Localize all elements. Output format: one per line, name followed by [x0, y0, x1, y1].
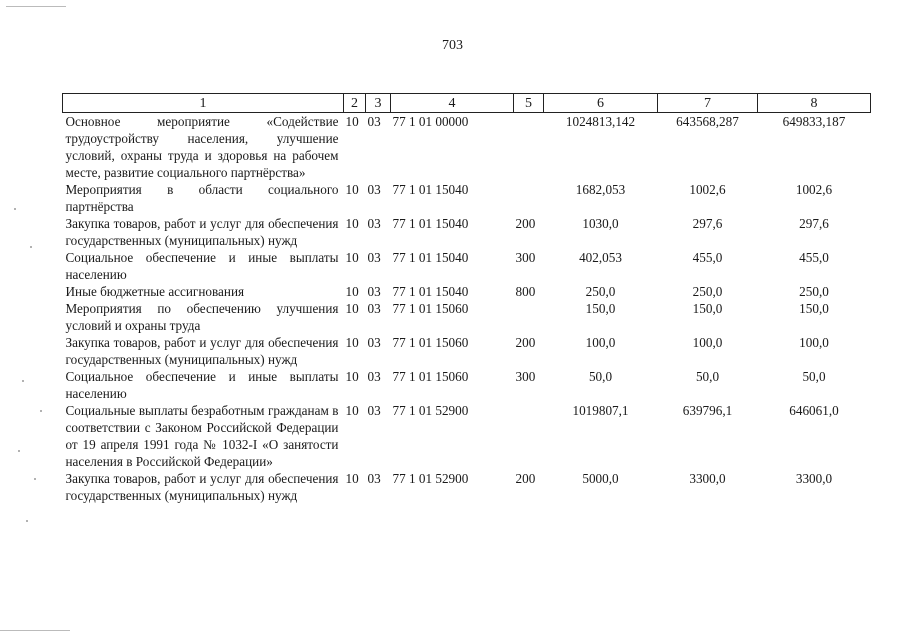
column-header: 1	[63, 94, 344, 113]
row-name: Закупка товаров, работ и услуг для обеспечения государственных (муниципальных) нужд	[65, 471, 339, 503]
row-amount-col7: 250,0	[692, 284, 723, 299]
row-subsection: 03	[367, 250, 381, 265]
row-expense-type: 200	[515, 471, 536, 486]
row-name: Закупка товаров, работ и услуг для обеспечения государственных (муниципальных) нужд	[65, 216, 339, 248]
row-expense-type: 300	[515, 250, 536, 265]
row-subsection: 03	[367, 471, 381, 486]
row-subsection: 03	[367, 335, 381, 350]
row-section: 10	[345, 216, 359, 231]
row-section: 10	[345, 250, 359, 265]
table-row	[63, 300, 871, 334]
row-target-article: 77 1 01 15060	[392, 335, 469, 350]
row-section: 10	[345, 284, 359, 299]
row-amount-col8: 100,0	[799, 335, 829, 350]
row-name: Социальное обеспечение и иные выплаты населению	[65, 369, 339, 401]
row-section: 10	[345, 182, 359, 197]
row-target-article: 77 1 01 15040	[392, 284, 469, 299]
scan-artifact	[22, 380, 24, 382]
row-amount-col6: 250,0	[585, 284, 616, 299]
row-target-article: 77 1 01 00000	[392, 114, 469, 129]
row-amount-col6: 1030,0	[582, 216, 619, 231]
row-amount-col6: 100,0	[585, 335, 616, 350]
row-amount-col7: 100,0	[692, 335, 723, 350]
scan-artifact	[6, 6, 66, 7]
scan-artifact	[30, 246, 32, 248]
row-expense-type: 800	[515, 284, 536, 299]
table-row	[63, 181, 871, 215]
row-subsection: 03	[367, 284, 381, 299]
column-header: 7	[658, 94, 758, 113]
column-header: 5	[514, 94, 544, 113]
row-amount-col7: 455,0	[692, 250, 723, 265]
page-number: 703	[442, 38, 463, 53]
row-amount-col8: 646061,0	[789, 403, 839, 418]
row-name: Социальное обеспечение и иные выплаты населению	[65, 250, 339, 282]
table-row	[63, 470, 871, 504]
table-row	[63, 113, 871, 182]
scan-artifact	[14, 208, 16, 210]
row-amount-col7: 643568,287	[676, 114, 739, 129]
row-amount-col7: 3300,0	[689, 471, 726, 486]
row-amount-col8: 297,6	[799, 216, 829, 231]
table-body	[63, 113, 871, 505]
row-name: Мероприятия в области социального партнёрства	[65, 182, 339, 214]
row-subsection: 03	[367, 216, 381, 231]
row-section: 10	[345, 369, 359, 384]
row-amount-col8: 250,0	[799, 284, 829, 299]
row-amount-col8: 3300,0	[795, 471, 833, 486]
row-name: Основное мероприятие «Содействие трудоустройству населения, улучшение условий, охраны труда и здоровья на рабочем месте, развитие социального партнёрства»	[65, 114, 339, 180]
row-amount-col7: 50,0	[695, 369, 720, 384]
row-expense-type: 200	[515, 216, 536, 231]
row-subsection: 03	[367, 369, 381, 384]
row-amount-col7: 639796,1	[682, 403, 733, 418]
row-amount-col6: 1024813,142	[565, 114, 636, 129]
row-amount-col8: 455,0	[799, 250, 829, 265]
row-target-article: 77 1 01 15040	[392, 216, 469, 231]
row-expense-type	[514, 300, 544, 334]
row-name: Закупка товаров, работ и услуг для обеспечения государственных (муниципальных) нужд	[65, 335, 339, 367]
table-header-row	[63, 94, 871, 113]
row-target-article: 77 1 01 15060	[392, 369, 469, 384]
table-row	[63, 283, 871, 300]
column-header: 4	[391, 94, 514, 113]
row-amount-col8: 1002,6	[795, 182, 833, 197]
scan-artifact	[0, 630, 70, 631]
row-section: 10	[345, 301, 359, 316]
row-subsection: 03	[367, 403, 381, 418]
row-amount-col8: 50,0	[802, 369, 826, 384]
row-section: 10	[345, 335, 359, 350]
scan-artifact	[18, 450, 20, 452]
table-row	[63, 368, 871, 402]
row-amount-col7: 1002,6	[689, 182, 726, 197]
row-subsection: 03	[367, 301, 381, 316]
column-header: 8	[758, 94, 871, 113]
table-row	[63, 334, 871, 368]
row-expense-type: 300	[515, 369, 536, 384]
row-expense-type: 200	[515, 335, 536, 350]
row-amount-col7: 297,6	[692, 216, 723, 231]
row-subsection: 03	[367, 182, 381, 197]
scan-artifact	[26, 520, 28, 522]
table-row	[63, 249, 871, 283]
row-expense-type	[514, 113, 544, 182]
table-row	[63, 402, 871, 470]
row-target-article: 77 1 01 52900	[392, 403, 469, 418]
row-section: 10	[345, 403, 359, 418]
row-amount-col6: 5000,0	[582, 471, 619, 486]
row-target-article: 77 1 01 15040	[392, 250, 469, 265]
scan-artifact	[34, 478, 36, 480]
row-amount-col6: 1019807,1	[572, 403, 629, 418]
row-amount-col6: 402,053	[579, 250, 622, 265]
budget-table	[62, 93, 871, 504]
row-target-article: 77 1 01 52900	[392, 471, 469, 486]
column-header: 6	[544, 94, 658, 113]
row-name: Иные бюджетные ассигнования	[65, 284, 245, 299]
row-name: Социальные выплаты безработным гражданам в соответствии с Законом Российской Федерации от 19 апреля 1991 года № 1032-I «О занятости населения в Российской Федерации»	[65, 403, 339, 469]
row-expense-type	[514, 402, 544, 470]
column-header: 3	[366, 94, 391, 113]
row-subsection: 03	[367, 114, 381, 129]
table-row	[63, 215, 871, 249]
row-expense-type	[514, 181, 544, 215]
row-target-article: 77 1 01 15060	[392, 301, 469, 316]
row-section: 10	[345, 471, 359, 486]
row-amount-col7: 150,0	[692, 301, 723, 316]
row-amount-col8: 150,0	[799, 301, 829, 316]
row-amount-col6: 1682,053	[575, 182, 626, 197]
row-amount-col8: 649833,187	[782, 114, 846, 129]
row-name: Мероприятия по обеспечению улучшения условий и охраны труда	[65, 301, 339, 333]
row-section: 10	[345, 114, 359, 129]
column-header: 2	[344, 94, 366, 113]
row-amount-col6: 150,0	[585, 301, 616, 316]
scan-artifact	[40, 410, 42, 412]
row-amount-col6: 50,0	[588, 369, 613, 384]
row-target-article: 77 1 01 15040	[392, 182, 469, 197]
